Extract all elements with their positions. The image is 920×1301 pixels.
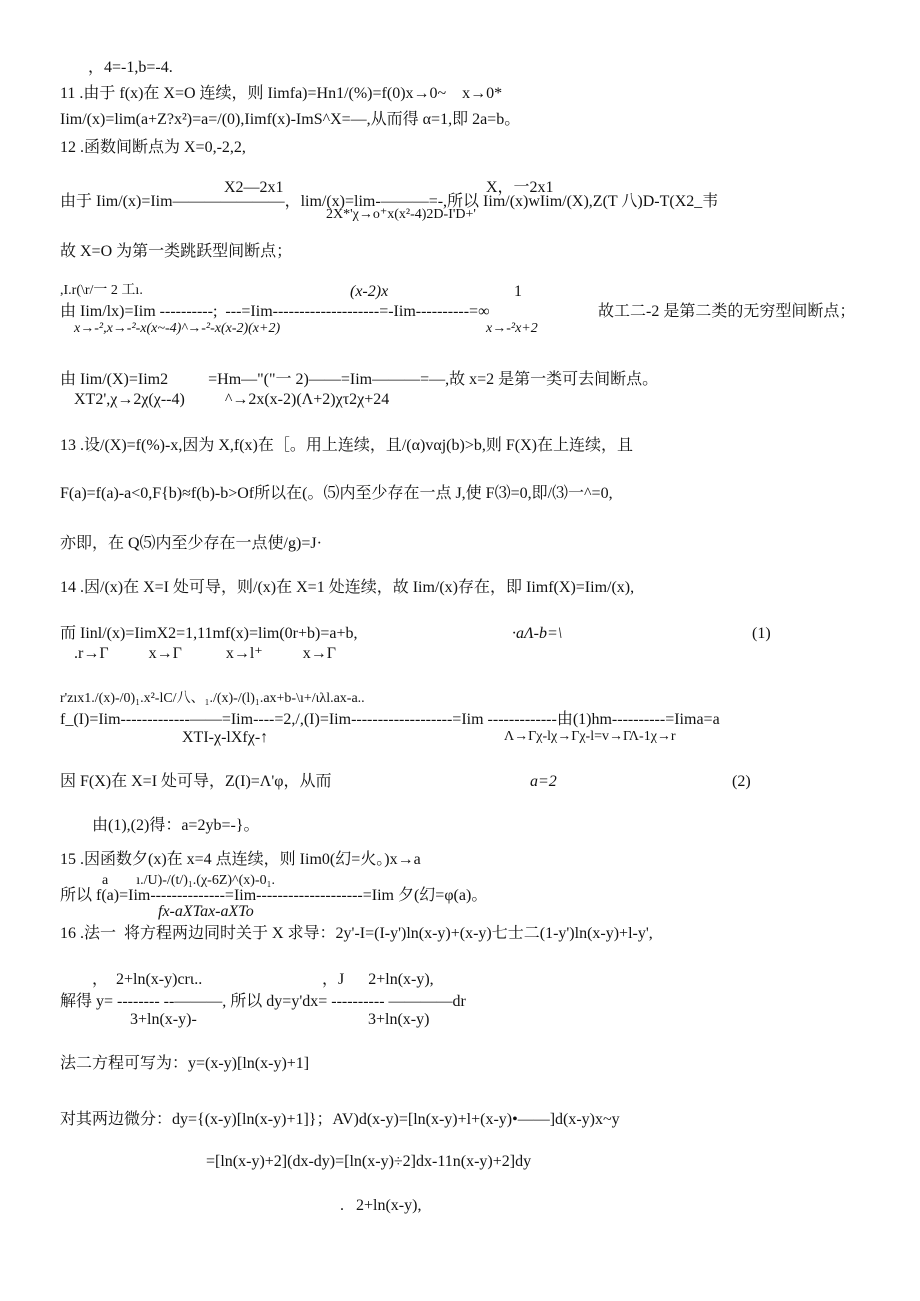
text-line: 由于 Iim/(x)=Iim———————，lim/(x)=lim-———=-,所以 Iim/(x)wIim/(X),Z(T 八)D-T(X2_韦 bbox=[60, 193, 719, 210]
text-line: r'zıx1./(x)-/0)₁.x²-lC/八、₁./(x)-/(l)₁.ax+b-\ı+/ιλl.ax-a.. bbox=[60, 691, 365, 706]
text-line: 由(1),(2)得：a=2yb=-}。 bbox=[92, 817, 260, 834]
text-line: (x-2)x bbox=[350, 283, 389, 300]
text-line: f_(I)=Iim-------------——=Iim----=2,/,(I)=Iim-------------------=Iim -------------由(1)hm----------=Iima=a bbox=[60, 711, 720, 728]
text-line: fx-aXTax-aXTo bbox=[158, 903, 254, 920]
text-line: x→-²,x→-²-x(x~-4)^→-²-x(x-2)(x+2) bbox=[74, 321, 281, 336]
text-line: ,I.r(\r/一 2 工ı. bbox=[60, 283, 143, 298]
text-line: ∙aΛ-b=\ bbox=[512, 625, 563, 642]
text-line: x→-²x+2 bbox=[486, 321, 538, 336]
text-line: 而 Iinl/(x)=IimX2=1,11mf(x)=lim(0r+b)=a+b, bbox=[60, 625, 358, 642]
text-line: 12 .函数间断点为 X=0,-2,2, bbox=[60, 139, 246, 156]
text-line: 由 Iim/(X)=Iim2 =Hm—"("一 2)——=Iim———=—,故 x=2 是第一类可去间断点。 bbox=[60, 371, 659, 388]
text-line: (1) bbox=[752, 625, 771, 642]
text-line: 对其两边微分：dy={(x-y)[ln(x-y)+1]}；AV)d(x-y)=[ln(x-y)+l+(x-y)•——]d(x-y)x~y bbox=[60, 1111, 620, 1128]
text-line: 13 .设/(X)=f(%)-x,因为 X,f(x)在［。用上连续，且/(α)vαj(b)>b,则 F(X)在上连续，且 bbox=[60, 437, 633, 454]
text-line: 16 .法一 将方程两边同时关于 X 求导：2y'-I=(I-y')ln(x-y)+(x-y)七士二(1-y')ln(x-y)+l-y', bbox=[60, 925, 653, 942]
text-line: 3+ln(x-y)- bbox=[130, 1011, 197, 1028]
text-line: 故 X=O 为第一类跳跃型间断点； bbox=[60, 243, 293, 260]
text-line: 2X*'χ→o⁺x(x²-4)2D-I'D+' bbox=[326, 207, 476, 222]
text-line: X，一2x1 bbox=[486, 179, 554, 196]
text-line: 11 .由于 f(x)在 X=O 连续，则 Iimfa)=Hn1/(%)=f(0)x→0~ x→0* bbox=[60, 85, 503, 102]
text-line: X2—2x1 bbox=[224, 179, 284, 196]
text-line: 3+ln(x-y) bbox=[368, 1011, 430, 1028]
text-line: 15 .因函数夕(x)在 x=4 点连续，则 Iim0(幻=火。)x→a bbox=[60, 851, 421, 868]
text-line: 所以 f(a)=Iim--------------=Iim--------------------=Iim 夕(幻=φ(a)。 bbox=[60, 887, 488, 904]
text-line: a ı./U)-/(t/)₁.(χ-6Z)^(x)-0₁. bbox=[102, 873, 275, 888]
text-line: XTI-χ-lXfχ-↑ bbox=[182, 729, 269, 746]
text-line: F(a)=f(a)-a<0,F{b)≈f(b)-b>Of所以在(。⑸内至少存在一点 J,使 F⑶=0,即/⑶一^=0, bbox=[60, 485, 613, 502]
text-line: 解得 y= -------- --———, 所以 dy=y'dx= ---------- ————dr bbox=[60, 993, 466, 1010]
text-line: 因 F(X)在 X=I 处可导，Z(I)=Λ'φ，从而 bbox=[60, 773, 332, 790]
text-line: ， 2+ln(x-y)crι.. bbox=[92, 971, 203, 988]
text-line: 由 Iim/lx)=Iim ----------; ---=Iim--------------------=-Iim----------=∞ bbox=[60, 303, 490, 320]
text-line: Λ→Γχ-lχ→Γχ-l=v→ΓΛ-1χ→r bbox=[504, 729, 676, 744]
text-line: 14 .因/(x)在 X=I 处可导，则/(x)在 X=1 处连续，故 Iim/(x)存在，即 Iimf(X)=Iim/(x), bbox=[60, 579, 635, 596]
text-line: .r→Γ x→Γ x→l⁺ x→Γ bbox=[74, 645, 336, 662]
text-line: a=2 bbox=[530, 773, 557, 790]
text-line: (2) bbox=[732, 773, 751, 790]
text-line: 法二方程可写为：y=(x-y)[ln(x-y)+1] bbox=[60, 1055, 310, 1072]
text-line: 1 bbox=[514, 283, 522, 300]
text-line: ，4=-1,b=-4. bbox=[88, 59, 173, 76]
text-line: 故工二-2 是第二类的无穷型间断点； bbox=[598, 303, 856, 320]
text-line: 亦即，在 Q⑸内至少存在一点使/g)=J· bbox=[60, 535, 322, 552]
text-line: . 2+ln(x-y), bbox=[340, 1197, 422, 1214]
text-line: =[ln(x-y)+2](dx-dy)=[ln(x-y)÷2]dx-11n(x-y)+2]dy bbox=[206, 1153, 532, 1170]
text-line: XT2',χ→2χ(χ--4) ^→2x(x-2)(Λ+2)χτ2χ+24 bbox=[74, 391, 390, 408]
text-line: ，J 2+ln(x-y), bbox=[322, 971, 434, 988]
text-line: Iim/(x)=lim(a+Z?x²)=a=/(0),Iimf(x)-ImS^X=—,从而得 α=1,即 2a=b。 bbox=[60, 111, 521, 128]
